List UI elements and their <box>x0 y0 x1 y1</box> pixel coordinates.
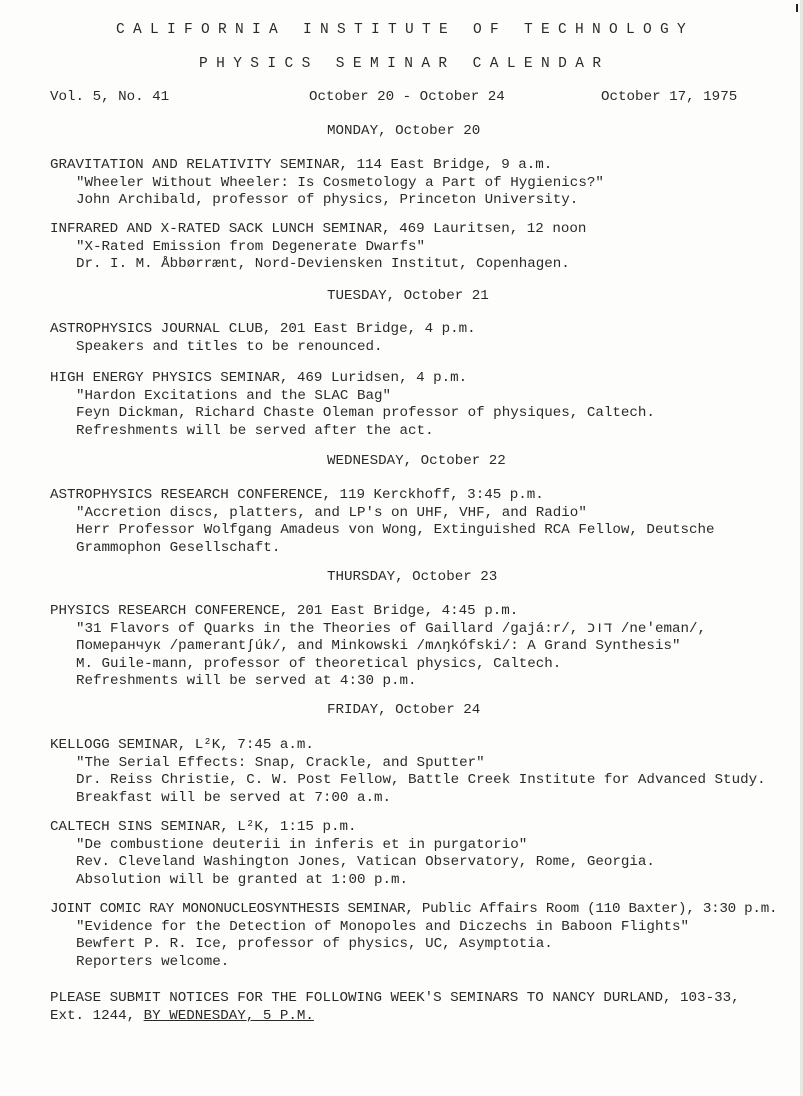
seminar-entry <box>50 819 795 889</box>
seminar-heading: PHYSICS RESEARCH CONFERENCE, 201 East Bridge, 4:45 p.m. <box>50 603 519 619</box>
seminar-note: Absolution will be granted at 1:00 p.m. <box>76 871 409 888</box>
seminar-speaker-affiliation: Grammophon Gesellschaft. <box>76 539 281 556</box>
seminar-entry <box>50 901 795 971</box>
day-heading-thursday: THURSDAY, October 23 <box>327 569 498 585</box>
seminar-entry <box>50 157 795 210</box>
seminar-title: "Hardon Excitations and the SLAC Bag" <box>76 387 392 404</box>
seminar-title: "The Serial Effects: Snap, Crackle, and Sputter" <box>76 754 485 771</box>
seminar-entry <box>50 487 795 557</box>
seminar-speaker: Bewfert P. R. Ice, professor of physics, UC, Asymptotia. <box>76 936 553 952</box>
seminar-speaker: Dr. Reiss Christie, C. W. Post Fellow, Battle Creek Institute for Advanced Study. <box>76 772 766 788</box>
seminar-heading: ASTROPHYSICS JOURNAL CLUB, 201 East Bridge, 4 p.m. <box>50 321 476 337</box>
seminar-title: "X-Rated Emission from Degenerate Dwarfs" <box>76 238 426 255</box>
seminar-note: Refreshments will be served at 4:30 p.m. <box>76 673 417 689</box>
day-heading-tuesday: TUESDAY, October 21 <box>327 288 489 304</box>
seminar-heading: JOINT COMIC RAY MONONUCLEOSYNTHESIS SEMINAR, Public Affairs Room (110 Baxter), 3:30 p.m. <box>50 901 778 917</box>
extension-number: Ext. 1244, <box>50 1007 144 1024</box>
submission-notice-line2 <box>50 1008 795 1026</box>
seminar-title-continued: Померанчук /pamerantʃúk/, and Minkowski /mʌŋkófski/: A Grand Synthesis" <box>76 638 681 654</box>
seminar-entry <box>50 370 795 440</box>
seminar-speaker: Feyn Dickman, Richard Chaste Oleman professor of physiques, Caltech. <box>76 405 655 421</box>
seminar-heading: ASTROPHYSICS RESEARCH CONFERENCE, 119 Kerckhoff, 3:45 p.m. <box>50 487 544 503</box>
day-heading-friday: FRIDAY, October 24 <box>327 702 481 718</box>
seminar-entry <box>50 221 795 274</box>
seminar-title: "31 Flavors of Quarks in the Theories of Gaillard /gajá:r/, דוכ /neʹeman/, <box>76 620 707 637</box>
submission-notice <box>50 990 795 1025</box>
seminar-speaker: Dr. I. M. Åbbørrænt, Nord-Deviensken Institut, Copenhagen. <box>76 256 570 272</box>
seminar-title: "Wheeler Without Wheeler: Is Cosmetology a Part of Hygienics?" <box>76 174 604 191</box>
seminar-title: "De combustione deuterii in inferis et in purgatorio" <box>76 836 528 853</box>
submission-notice-line1: PLEASE SUBMIT NOTICES FOR THE FOLLOWING WEEK'S SEMINARS TO NANCY DURLAND, 103-33, <box>50 990 740 1006</box>
seminar-heading: GRAVITATION AND RELATIVITY SEMINAR, 114 East Bridge, 9 a.m. <box>50 157 553 173</box>
calendar-title: PHYSICS SEMINAR CALENDAR <box>199 56 610 72</box>
day-heading-wednesday: WEDNESDAY, October 22 <box>327 453 506 469</box>
seminar-entry <box>50 603 795 691</box>
scan-mark <box>796 4 798 12</box>
issue-date: October 17, 1975 <box>601 89 738 105</box>
seminar-speaker: Rev. Cleveland Washington Jones, Vatican Observatory, Rome, Georgia. <box>76 854 655 870</box>
seminar-note: Reporters welcome. <box>76 953 230 970</box>
institution-title: CALIFORNIA INSTITUTE OF TECHNOLOGY <box>116 22 695 38</box>
seminar-entry <box>50 321 795 356</box>
seminar-title: "Evidence for the Detection of Monopoles and Diczechs in Baboon Flights" <box>76 918 689 935</box>
seminar-note: Speakers and titles to be renounced. <box>76 338 383 355</box>
seminar-note: Breakfast will be served at 7:00 a.m. <box>76 789 392 806</box>
volume-number: Vol. 5, No. 41 <box>50 89 170 105</box>
seminar-speaker: M. Guile-mann, professor of theoretical physics, Caltech. <box>76 655 562 672</box>
seminar-entry <box>50 737 795 807</box>
seminar-heading: KELLOGG SEMINAR, L²K, 7:45 a.m. <box>50 737 314 753</box>
seminar-heading: INFRARED AND X-RATED SACK LUNCH SEMINAR, 469 Lauritsen, 12 noon <box>50 221 587 237</box>
seminar-note: Refreshments will be served after the act. <box>76 422 434 439</box>
submission-deadline: BY WEDNESDAY, 5 P.M. <box>143 1007 314 1024</box>
seminar-heading: HIGH ENERGY PHYSICS SEMINAR, 469 Luridsen, 4 p.m. <box>50 370 468 386</box>
seminar-speaker: Herr Professor Wolfgang Amadeus von Wong, Extinguished RCA Fellow, Deutsche <box>76 522 715 538</box>
seminar-title: "Accretion discs, platters, and LP's on UHF, VHF, and Radio" <box>76 504 587 521</box>
day-heading-monday: MONDAY, October 20 <box>327 123 481 139</box>
week-range: October 20 - October 24 <box>309 89 505 105</box>
seminar-speaker: John Archibald, professor of physics, Princeton University. <box>76 192 579 208</box>
seminar-heading: CALTECH SINS SEMINAR, L²K, 1:15 p.m. <box>50 819 357 835</box>
